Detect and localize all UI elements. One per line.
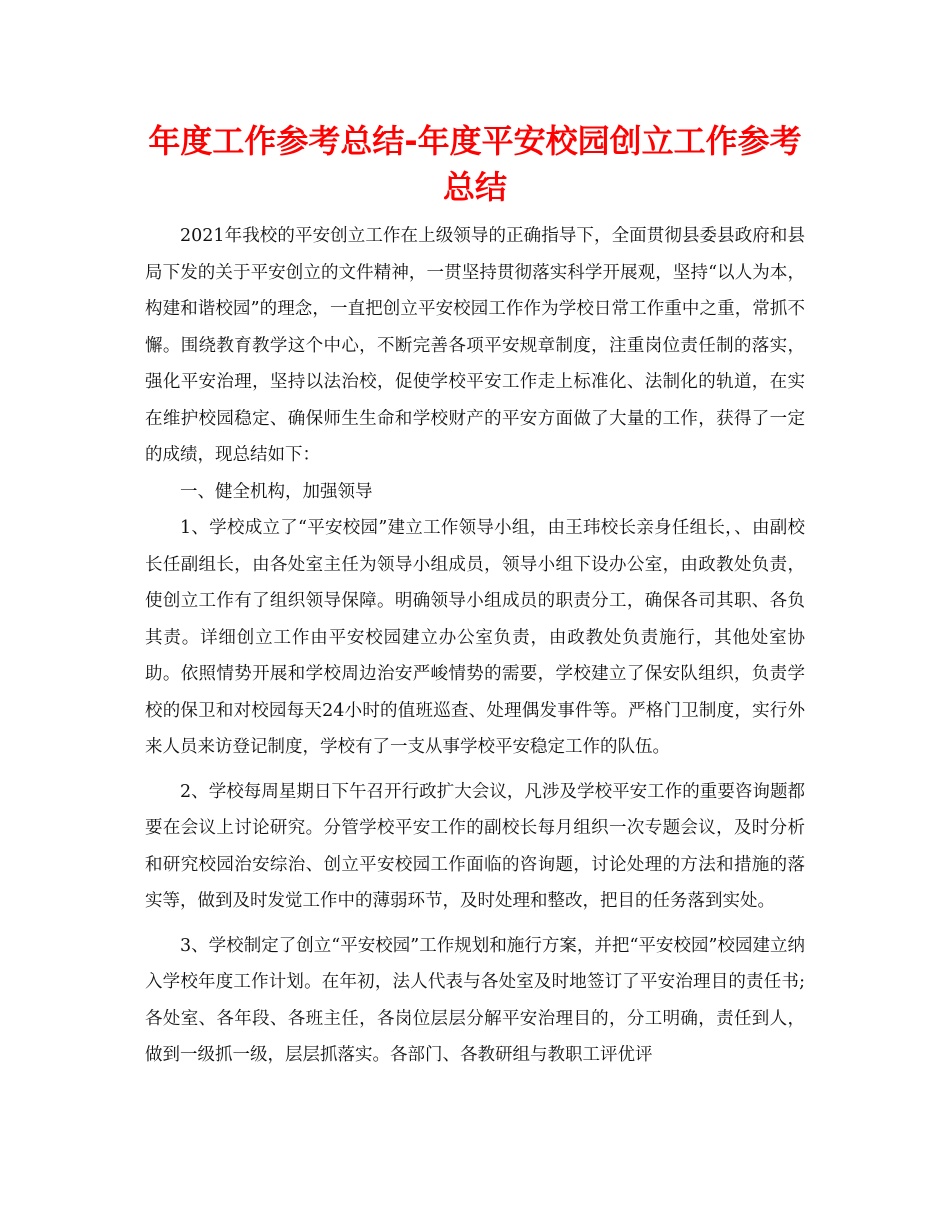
paragraph-item-2: 2、学校每周星期日下午召开行政扩大会议，凡涉及学校平安工作的重要咨询题都要在会议上讨论研究。分管学校平安工作的副校长每月组织一次专题会议，及时分析和研究校园治安综治、创立平安校园工作面临的咨询题，讨论处理的方法和措施的落实等，做到及时发觉工作中的薄弱环节，及时处理和整改，把目的任务落到实处。 [145, 781, 805, 911]
section-heading-1: 一、健全机构，加强领导 [180, 481, 373, 502]
paragraph-item-1: 1、学校成立了“平安校园”建立工作领导小组，由王玮校长亲身任组长，、由副校长任副组长，由各处室主任为领导小组成员，领导小组下设办公室，由政教处负责，使创立工作有了组织领导保障。明确领导小组成员的职责分工，确保各司其职、各负其责。详细创立工作由平安校园建立办公室负责，由政教处负责施行，其他处室协助。依照情势开展和学校周边治安严峻情势的需要，学校建立了保安队组织，负责学校的保卫和对校园每天24小时的值班巡查、处理偶发事件等。严格门卫制度，实行外来人员来访登记制度，学校有了一支从事学校平安稳定工作的队伍。 [145, 518, 805, 757]
paragraph-intro: 2021年我校的平安创立工作在上级领导的正确指导下，全面贯彻县委县政府和县局下发的关于平安创立的文件精神，一贯坚持贯彻落实科学开展观，坚持“以人为本，构建和谐校园”的理念，一直把创立平安校园工作作为学校日常工作重中之重，常抓不懈。围绕教育教学这个中心，不断完善各项平安规章制度，注重岗位责任制的落实，强化平安治理，坚持以法治校，促使学校平安工作走上标准化、法制化的轨道，在实在维护校园稳定、确保师生生命和学校财产的平安方面做了大量的工作，获得了一定的成绩，现总结如下： [145, 226, 805, 465]
document-title: 年度工作参考总结-年度平安校园创立工作参考总结 [148, 122, 802, 206]
paragraph-item-3: 3、学校制定了创立“平安校园”工作规划和施行方案，并把“平安校园”校园建立纳入学校年度工作计划。在年初，法人代表与各处室及时地签订了平安治理目的责任书;各处室、各年段、各班主任，各岗位层层分解平安治理目的，分工明确，责任到人，做到一级抓一级，层层抓落实。各部门、各教研组与教职工评优评 [145, 935, 805, 1065]
document-body [145, 218, 805, 1074]
